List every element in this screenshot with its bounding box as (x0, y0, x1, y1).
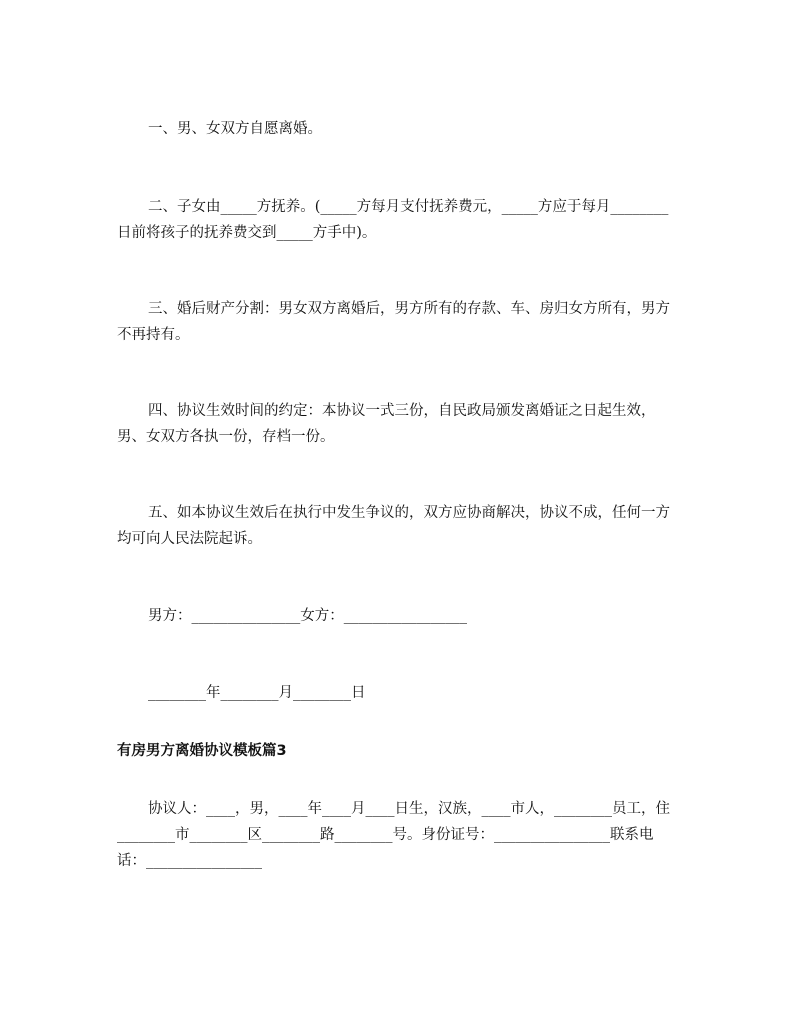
clause-3-property: 三、婚后财产分割：男女双方离婚后，男方所有的存款、车、房归女方所有，男方不再持有。 (117, 301, 670, 343)
clause-4-effective: 四、协议生效时间的约定：本协议一式三份，自民政局颁发离婚证之日起生效，男、女双方各执一份，存档一份。 (117, 403, 656, 445)
signature-line: 男方：_______________女方：_________________ (148, 608, 467, 624)
clause-2-custody: 二、子女由_____方抚养。(_____方每月支付抚养费元，_____方应于每月________日前将孩子的抚养费交到_____方手中)。 (117, 199, 669, 241)
date-line: ________年________月________日 (148, 685, 366, 701)
clause-5-dispute: 五、如本协议生效后在执行中发生争议的，双方应协商解决，协议不成，任何一方均可向人民法院起诉。 (117, 505, 670, 547)
agreement-party-info: 协议人：____，男，____年____月____日生，汉族，____市人，________员工，住________市________区________路________号。身份证号：________________联系电话：________________ (117, 801, 670, 869)
section-heading: 有房男方离婚协议模板篇3 (117, 743, 287, 759)
clause-1: 一、男、女双方自愿离婚。 (148, 121, 322, 137)
